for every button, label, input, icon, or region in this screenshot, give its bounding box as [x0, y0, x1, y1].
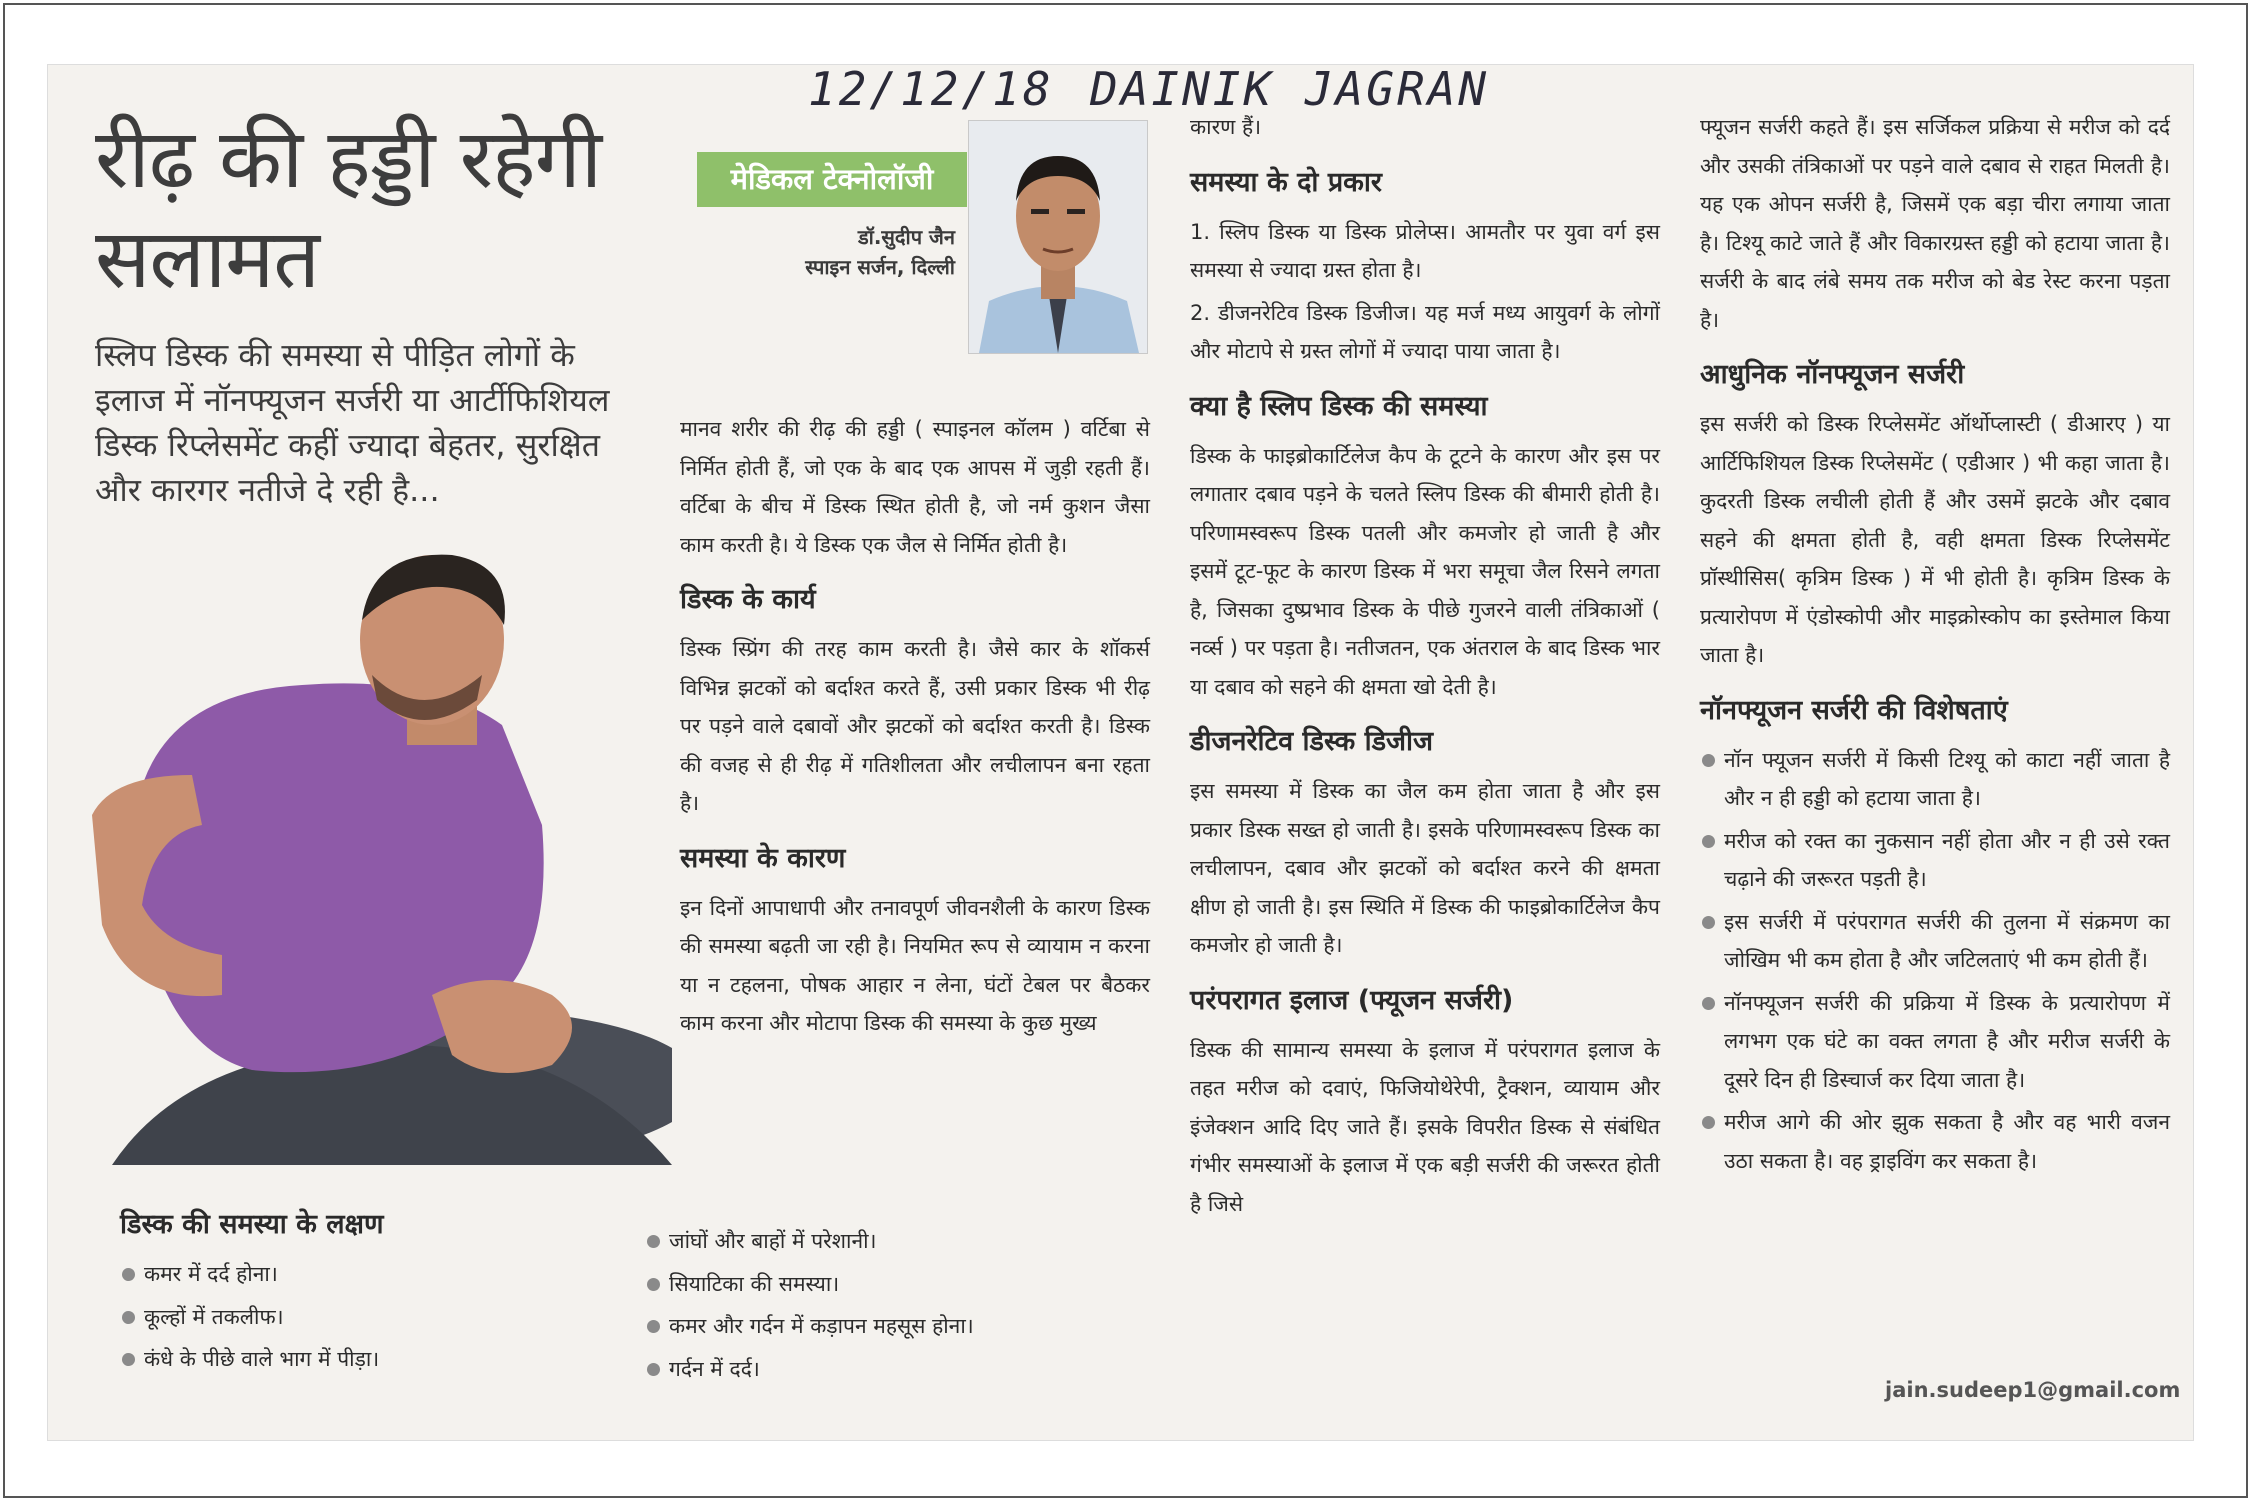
symptom-item: कमर में दर्द होना। — [120, 1255, 640, 1294]
paragraph-traditional-treatment: डिस्क की सामान्य समस्या के इलाज में परंपरागत इलाज के तहत मरीज को दवाएं, फिजियोथेरेपी, ट्रैक्शन, व्यायाम और इंजेक्शन आदि दिए जाते हैं। इसके विपरीत डिस्क से संबंधित गंभीर समस्याओं के इलाज में एक बड़ी सर्जरी की जरूरत होती है जिसे — [1190, 1037, 1660, 1216]
author-title: स्पाइन सर्जन, दिल्ली — [805, 255, 955, 279]
byline — [700, 222, 955, 282]
heading-disk-functions: डिस्क के कार्य — [680, 584, 816, 615]
column-4 — [1700, 108, 2170, 1184]
feature-item: इस सर्जरी में परंपरागत सर्जरी की तुलना में संक्रमण का जोखिम भी कम होता है और जटिलताएं भी कम होती हैं। — [1700, 903, 2170, 980]
heading-problem-causes: समस्या के कारण — [680, 842, 846, 874]
type-1-text: 1. स्लिप डिस्क या डिस्क प्रोलेप्स। आमतौर पर युवा वर्ग इस समस्या से ज्यादा ग्रस्त होता है। — [1190, 219, 1660, 282]
handwritten-date: 12/12/18 — [808, 62, 1054, 116]
continuation-text: कारण हैं। — [1190, 115, 1262, 139]
handwritten-source: DAINIK JAGRAN — [1090, 62, 1490, 116]
symptoms-right — [645, 1222, 1165, 1392]
heading-modern-nonfusion: आधुनिक नॉनफ्यूजन सर्जरी — [1700, 359, 1965, 390]
column-2 — [680, 410, 1150, 1059]
feature-item: नॉनफ्यूजन सर्जरी की प्रक्रिया में डिस्क के प्रत्यारोपण में लगभग एक घंटे का वक्त लगता है और मरीज सर्जरी के दूसरे दिन ही डिस्चार्ज कर दिया जाता है। — [1700, 984, 2170, 1100]
heading-traditional-treatment: परंपरागत इलाज (फ्यूजन सर्जरी) — [1190, 984, 1514, 1016]
paragraph-problem-causes: इन दिनों आपाधापी और तनावपूर्ण जीवनशैली के कारण डिस्क की समस्या बढ़ती जा रही है। नियमित रूप से व्यायाम न करना या न टहलना, पोषक आहार न लेना, घंटों टेबल पर बैठकर काम करना और मोटापा डिस्क की समस्या के कुछ मुख्य — [680, 895, 1150, 1035]
symptom-item: कमर और गर्दन में कड़ापन महसूस होना। — [645, 1307, 1165, 1346]
heading-degenerative: डीजनरेटिव डिस्क डिजीज — [1190, 726, 1434, 757]
heading-slip-disk: क्या है स्लिप डिस्क की समस्या — [1190, 390, 1488, 422]
column-3 — [1190, 108, 1660, 1239]
continuation-fusion: फ्यूजन सर्जरी कहते हैं। इस सर्जिकल प्रक्रिया से मरीज को दर्द और उसकी तंत्रिकाओं पर पड़ने वाले दबाव से राहत मिलती है। यह एक ओपन सर्जरी है, जिसमें एक बड़ा चीरा लगाया जाता है। टिश्यू काटे जाते हैं और विकारग्रस्त हड्डी को हटाया जाता है। सर्जरी के बाद लंबे समय तक मरीज को बेड रेस्ट करना पड़ता है। — [1700, 115, 2170, 332]
paragraph-slip-disk: डिस्क के फाइब्रोकार्टिलेज कैप के टूटने के कारण और इस पर लगातार दबाव पड़ने के चलते स्लिप डिस्क की बीमारी होती है। परिणामस्वरूप डिस्क पतली और कमजोर हो जाती है और इसमें टूट-फूट के कारण डिस्क में भरा समूचा जैल रिसने लगता है, जिसका दुष्प्रभाव डिस्क के पीछे गुजरने वाली तंत्रिकाओं ( नर्व्स ) पर पड़ता है। नतीजतन, एक अंतराल के बाद डिस्क भार या दबाव को सहने की क्षमता खो देती है। — [1190, 443, 1660, 699]
author-photo — [968, 120, 1148, 354]
headline: रीढ़ की हड्डी रहेगी सलामत — [95, 112, 602, 307]
paragraph-degenerative: इस समस्या में डिस्क का जैल कम होता जाता है और इस प्रकार डिस्क सख्त हो जाती है। इसके परिणामस्वरूप डिस्क का लचीलापन, दबाव और झटकों को बर्दाश्त करने की क्षमता क्षीण हो जाती है। इस स्थिति में डिस्क की फाइब्रोकार्टिलेज कैप कमजोर हो जाती है। — [1190, 779, 1660, 957]
symptoms-left — [120, 1205, 640, 1383]
feature-item: मरीज को रक्त का नुकसान नहीं होता और न ही उसे रक्त चढ़ाने की जरूरत पड़ती है। — [1700, 822, 2170, 899]
symptom-item: सियाटिका की समस्या। — [645, 1265, 1165, 1304]
heading-two-types: समस्या के दो प्रकार — [1190, 166, 1382, 198]
deck-text: स्लिप डिस्क की समस्या से पीड़ित लोगों के इलाज में नॉनफ्यूजन सर्जरी या आर्टीफिशियल डिस्क रिप्लेसमेंट कहीं ज्यादा बेहतर, सुरक्षित और कारगर नतीजे दे रही है... — [95, 336, 610, 509]
paragraph-modern-nonfusion: इस सर्जरी को डिस्क रिप्लेसमेंट ऑर्थोप्लास्टी ( डीआरए ) या आर्टिफिशियल डिस्क रिप्लेसमेंट ( एडीआर ) भी कहा जाता है। कुदरती डिस्क लचीली होती हैं और उसमें झटके और दबाव सहने की क्षमता होती है, वही क्षमता डिस्क रिप्लेसमेंट प्रॉस्थीसिस( कृत्रिम डिस्क ) में भी होती है। कृत्रिम डिस्क के प्रत्यारोपण में एंडोस्कोपी और माइक्रोस्कोप का इस्तेमाल किया जाता है। — [1700, 412, 2170, 667]
author-name: डॉ.सुदीप जैन — [857, 225, 955, 249]
back-pain-illustration — [72, 525, 672, 1165]
symptom-item: गर्दन में दर्द। — [645, 1350, 1165, 1389]
symptom-item: जांघों और बाहों में परेशानी। — [645, 1222, 1165, 1261]
paragraph-disk-functions: डिस्क स्प्रिंग की तरह काम करती है। जैसे कार के शॉकर्स विभिन्न झटकों को बर्दाश्त करते हैं, उसी प्रकार डिस्क भी रीढ़ पर पड़ने वाले दबावों और झटकों को बर्दाश्त करती है। डिस्क की वजह से ही रीढ़ में गतिशीलता और लचीलापन बना रहता है। — [680, 637, 1150, 815]
heading-symptoms: डिस्क की समस्या के लक्षण — [120, 1209, 384, 1240]
type-2-text: 2. डीजनरेटिव डिस्क डिजीज। यह मर्ज मध्य आयुवर्ग के लोगों और मोटापे से ग्रस्त लोगों में ज्यादा पाया जाता है। — [1190, 300, 1660, 363]
author-email: jain.sudeep1@gmail.com — [1885, 1378, 2181, 1402]
intro-paragraph: मानव शरीर की रीढ़ की हड्डी ( स्पाइनल कॉलम ) वर्टिबा से निर्मित होती हैं, जो एक के बाद एक आपस में जुड़ी रहती हैं। वर्टिबा के बीच में डिस्क स्थित होती है, जो नर्म कुशन जैसा काम करती है। ये डिस्क एक जैल से निर्मित होती है। — [680, 417, 1150, 557]
heading-features: नॉनफ्यूजन सर्जरी की विशेषताएं — [1700, 694, 2008, 726]
symptom-item: कंधे के पीछे वाले भाग में पीड़ा। — [120, 1340, 640, 1379]
symptom-item: कूल्हों में तकलीफ। — [120, 1298, 640, 1337]
feature-item: मरीज आगे की ओर झुक सकता है और वह भारी वजन उठा सकता है। वह ड्राइविंग कर सकता है। — [1700, 1103, 2170, 1180]
feature-item: नॉन फ्यूजन सर्जरी में किसी टिश्यू को काटा नहीं जाता है और न ही हड्डी को हटाया जाता है। — [1700, 741, 2170, 818]
column-tag: मेडिकल टेक्नोलॉजी — [697, 152, 967, 207]
